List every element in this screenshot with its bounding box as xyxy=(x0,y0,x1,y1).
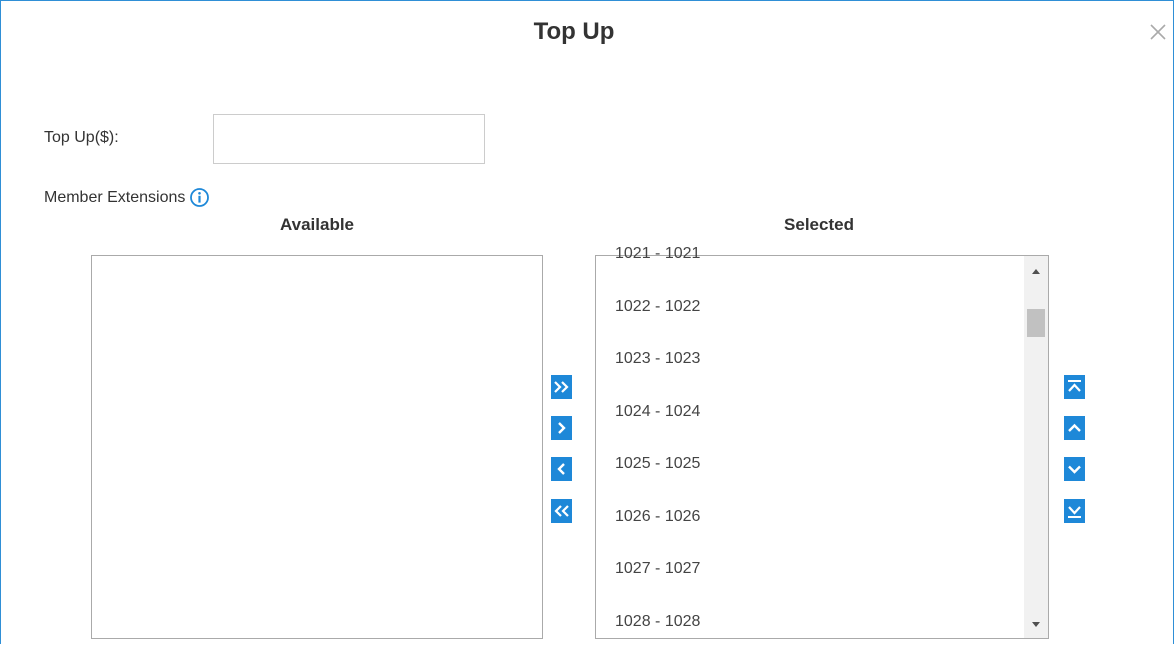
selected-items xyxy=(596,228,1016,648)
list-item[interactable]: 1023 - 1023 xyxy=(596,333,1016,386)
move-top-icon[interactable] xyxy=(1064,375,1085,399)
available-header: Available xyxy=(91,215,543,235)
selected-header: Selected xyxy=(595,215,1043,235)
list-item[interactable]: 1027 - 1027 xyxy=(596,543,1016,596)
list-item[interactable]: 1028 - 1028 xyxy=(596,596,1016,648)
move-up-icon[interactable] xyxy=(1064,416,1085,440)
scroll-down-arrow-icon[interactable] xyxy=(1024,616,1048,634)
list-item[interactable]: 1021 - 1021 xyxy=(596,228,1016,281)
list-item[interactable]: 1026 - 1026 xyxy=(596,491,1016,544)
selected-list[interactable] xyxy=(595,255,1049,639)
list-item[interactable]: 1022 - 1022 xyxy=(596,281,1016,334)
move-left-icon[interactable] xyxy=(551,457,572,481)
move-right-icon[interactable] xyxy=(551,416,572,440)
available-list[interactable] xyxy=(91,255,543,639)
move-all-left-icon[interactable] xyxy=(551,499,572,523)
dialog-title: Top Up xyxy=(1,18,1147,46)
member-extensions-text: Member Extensions xyxy=(44,189,185,207)
list-item[interactable]: 1025 - 1025 xyxy=(596,438,1016,491)
move-bottom-icon[interactable] xyxy=(1064,499,1085,523)
scroll-up-arrow-icon[interactable] xyxy=(1024,262,1048,280)
selected-list-scrollbar[interactable] xyxy=(1024,256,1048,638)
top-up-amount-input[interactable] xyxy=(213,114,485,164)
top-up-label: Top Up($): xyxy=(44,129,119,147)
close-icon[interactable] xyxy=(1147,21,1169,43)
list-item[interactable]: 1024 - 1024 xyxy=(596,386,1016,439)
move-all-right-icon[interactable] xyxy=(551,375,572,399)
info-icon[interactable] xyxy=(189,187,210,208)
scroll-thumb[interactable] xyxy=(1027,309,1045,337)
move-down-icon[interactable] xyxy=(1064,457,1085,481)
member-extensions-label xyxy=(44,187,210,208)
